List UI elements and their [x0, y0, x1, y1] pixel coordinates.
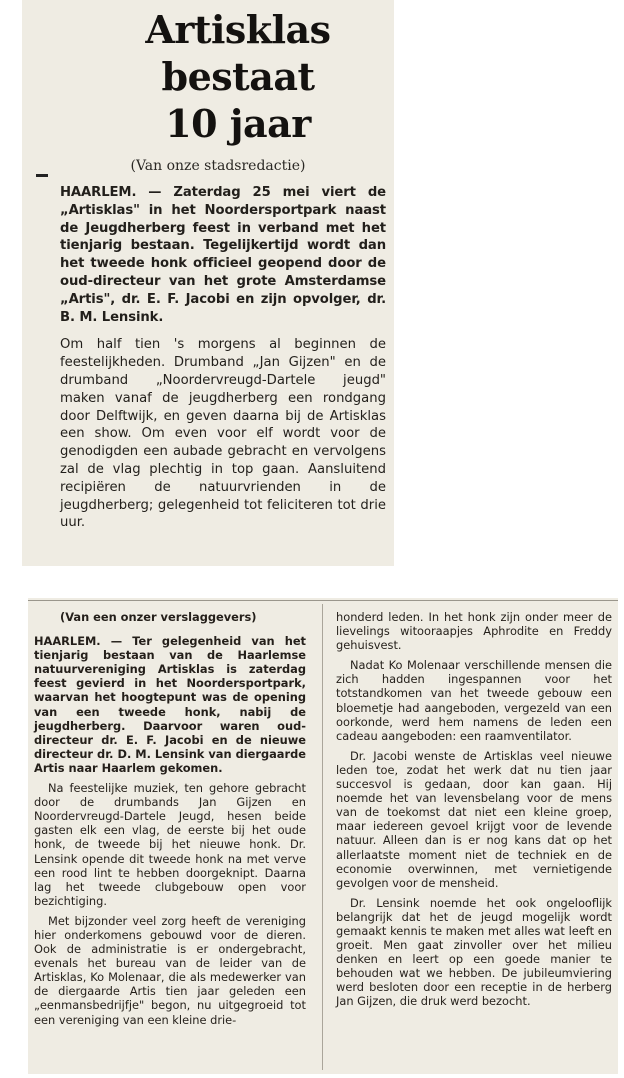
bottom-byline: (Van een onzer verslaggevers) — [60, 610, 257, 624]
column-divider — [322, 604, 323, 1070]
bottom-lead-paragraph: HAARLEM. — Ter gelegenheid van het tienjarig bestaan van de Haarlemse natuurvereniging Artisklas is zaterdag feest gevierd in het Noordersportpark, waarvan het hoogtepunt was de opening van een tweede honk, nabij de jeugdherberg. Daarvoor waren oud-directeur dr. E. F. Jacobi en de nieuwe directeur dr. D. M. Lensink van diergaarde Artis naar Haarlem gekomen. — [34, 634, 306, 775]
byline-dash — [36, 174, 48, 177]
bottom-paragraph: Met bijzonder veel zorg heeft de vereniging hier onderkomens gebouwd voor de dieren. Ook de administratie is er ondergebracht, evenals het bureau van de leider van de Artisklas, Ko Molenaar, die als medewerker van de diergaarde Artis tien jaar geleden een „eenmansbedrijfje" begon, nu uitgegroeid tot een vereniging van een kleine drie- — [34, 913, 306, 1027]
bottom-paragraph: Na feestelijke muziek, ten gehore gebracht door de drumbands Jan Gijzen en Noordervreugd-Dartele Jeugd, hesen beide gasten elk een vlag, de eerste bij het oude honk, de tweede bij het nieuwe honk. Dr. Lensink opende dit tweede honk na met verve een rood lint te hebben doorgeknipt. Daarna lag het tweede clubgebouw open voor bezichtiging. — [34, 781, 306, 908]
bottom-paragraph: honderd leden. In het honk zijn onder meer de lievelings witooraapjes Aphrodite en Freddy gehuisvest. — [336, 610, 612, 653]
top-article-body — [60, 184, 386, 542]
article-headline: Artisklas bestaat 10 jaar — [145, 7, 331, 146]
top-lead-paragraph: HAARLEM. — Zaterdag 25 mei viert de „Artisklas" in het Noordersportpark naast de Jeugdherberg feest in verband met het tienjarig bestaan. Tegelijkertijd wordt dan het tweede honk officieel geopend door de oud-directeur van het grote Amsterdamse „Artis", dr. E. F. Jacobi en zijn opvolger, dr. B. M. Lensink. — [60, 185, 386, 325]
bottom-column-1 — [34, 610, 306, 1033]
top-paragraph: Om half tien 's morgens al beginnen de feestelijkheden. Drumband „Jan Gijzen" en de drumband „Noordervreugd-Dartele jeugd" maken vanaf de jeugdherberg een rondgang door Delftwijk, en geven daarna bij de Artisklas een show. Om even voor elf wordt voor de genodigden een aubade gebracht en vervolgens zal de vlag plechtig in top gaan. Aansluitend recipiëren de natuurvrienden in de jeugdherberg; gelegenheid tot feliciteren tot drie uur. — [60, 337, 386, 531]
bottom-paragraph: Dr. Jacobi wenste de Artisklas veel nieuwe leden toe, zodat het werk dat nu tien jaar succesvol is gedaan, door kan gaan. Hij noemde het van levensbelang voor de mens van de toekomst dat niet een kleine groep, maar iedereen gevoel krijgt voor de levende natuur. Alleen dan is er nog kans dat op het allerlaatste moment niet de techniek en de economie overwinnen, met vernietigende gevolgen voor de mensheid. — [336, 748, 612, 890]
bottom-paragraph: Dr. Lensink noemde het ook ongelooflijk belangrijk dat het de jeugd mogelijk wordt gemaakt kennis te maken met alles wat leeft en groeit. Men gaat zinvoller over het milieu denken en leert op een goede manier te behouden wat we hebben. De jubileumviering werd besloten door een receptie in de herberg Jan Gijzen, die druk werd bezocht. — [336, 895, 612, 1009]
bottom-column-2 — [336, 610, 612, 1015]
bottom-paragraph: Nadat Ko Molenaar verschillende mensen die zich hadden ingespannen voor het totstandkomen van het tweede gebouw een bloemetje had aangeboden, vergezeld van een oorkonde, werd hem namens de leden een cadeau aangeboden: een raamventilator. — [336, 658, 612, 743]
top-byline: (Van onze stadsredactie) — [130, 158, 306, 174]
bottom-top-rule — [28, 600, 618, 601]
